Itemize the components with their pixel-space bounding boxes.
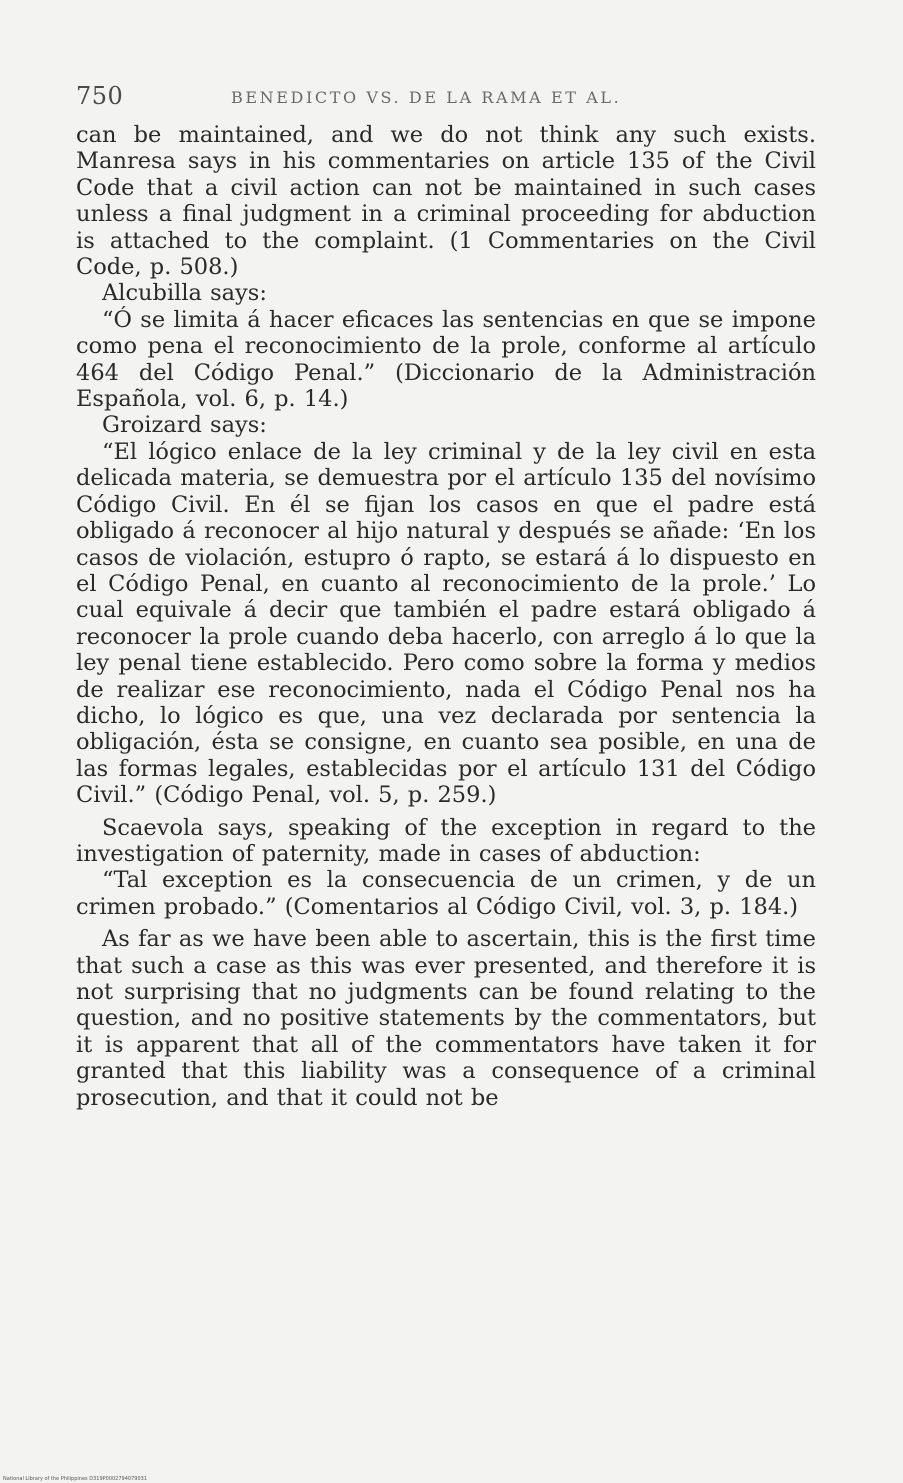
quote-alcubilla: “Ó se limita á hacer eficaces las sentencias en que se impone como pena el reconocimiento de la prole, conforme al artículo 464 del Código Penal.” (Diccionario de la Administración Española, vol. 6, p. 14.) [76, 306, 816, 413]
running-head: BENEDICTO VS. DE LA RAMA ET AL. [231, 88, 622, 107]
page-content [76, 80, 816, 1111]
quote-scaevola: “Tal exception es la consecuencia de un crimen, y de un crimen probado.” (Comentarios al Código Civil, vol. 3, p. 184.) [76, 867, 816, 920]
paragraph-continuation: can be maintained, and we do not think any such exists. Manresa says in his commentaries on article 135 of the Civil Code that a civil action can not be maintained in such cases unless a final judgment in a criminal proceeding for abduction is attached to the complaint. (1 Commentaries on the Civil Code, p. 508.) [76, 122, 816, 281]
paragraph-groizard-intro: Groizard says: [102, 412, 267, 439]
page-header [76, 80, 816, 122]
record-id: D319P0002794079031 [89, 1476, 147, 1482]
library-credit: National Library of the Philippines [3, 1476, 88, 1482]
paragraph-conclusion: As far as we have been able to ascertain, this is the first time that such a case as this was ever presented, and therefore it is not surprising that no judgments can be found relating to the question, and no positive statements by the commentators, but it is apparent that all of the commentators have taken it for granted that this liability was a consequence of a criminal prosecution, and that it could not be [76, 926, 816, 1111]
paragraph-scaevola-intro: Scaevola says, speaking of the exception in regard to the investigation of paternity, made in cases of abduction: [76, 814, 816, 867]
scan-footer [3, 1476, 147, 1482]
body-text [76, 122, 816, 1111]
paragraph-alcubilla-intro: Alcubilla says: [102, 280, 267, 307]
page-number: 750 [76, 82, 124, 110]
quote-groizard: “El lógico enlace de la ley criminal y de la ley civil en esta delicada materia, se demuestra por el artículo 135 del novísimo Código Civil. En él se fijan los casos en que el padre está obligado á reconocer al hijo natural y después se añade: ‘En los casos de violación, estupro ó rapto, se estará á lo dispuesto en el Código Penal, en cuanto al reconocimiento de la prole.’ Lo cual equivale á decir que también el padre estará obligado á reconocer la prole cuando deba hacerlo, con arreglo á lo que la ley penal tiene establecido. Pero como sobre la forma y medios de realizar ese reconocimiento, nada el Código Penal nos ha dicho, lo lógico es que, una vez declarada por sentencia la obligación, ésta se consigne, en cuanto sea posible, en una de las formas legales, establecidas por el artículo 131 del Código Civil.” (Código Penal, vol. 5, p. 259.) [76, 438, 816, 809]
